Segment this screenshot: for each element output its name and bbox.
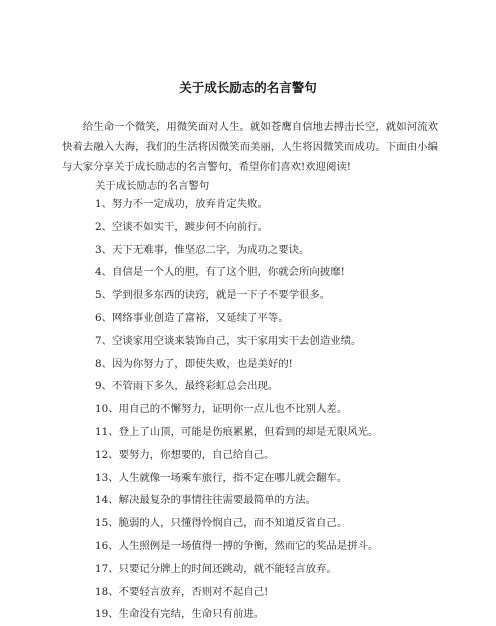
article-title: 关于成长励志的名言警句 (179, 80, 317, 95)
intro-paragraph: 给生命一个微笑，用微笑面对人生。就如苍鹰自信地去搏击长空，就如河流欢快着去融入大海，我们的生活将因微笑而美丽，人生将因微笑而成功。下面由小编与大家分享关于成长励志的名言警句，希望你们喜欢!欢迎阅读! (62, 121, 438, 173)
section-subheading: 关于成长励志的名言警句 (95, 180, 210, 192)
quote-item: 3、天下无难事，惟坚忍二字，为成功之要诀。 (95, 243, 310, 256)
quote-item: 15、脆弱的人，只懂得怜悯自己，而不知道反省自己。 (95, 517, 348, 530)
quote-item: 18、不要轻言放弃，否则对不起自己! (95, 585, 269, 598)
quote-item: 10、用自己的不懈努力，证明你一点儿也不比别人差。 (95, 403, 348, 416)
quote-item: 4、自信是一个人的胆，有了这个胆，你就会所向披靡! (95, 266, 345, 279)
quote-item: 13、人生就像一场乘车旅行，指不定在哪儿就会翻车。 (95, 471, 348, 484)
quote-item: 2、空谈不如实干，踱步何不向前行。 (95, 220, 268, 233)
quote-item: 14、解决最复杂的事情往往需要最简单的方法。 (95, 494, 317, 507)
quote-item: 6、网络事业创造了富裕，又延续了平等。 (95, 311, 289, 324)
quote-item: 5、学到很多东西的诀窍，就是一下子不要学很多。 (95, 289, 331, 302)
quote-item: 16、人生照例是一场值得一搏的争衡，然而它的奖品是拼斗。 (95, 539, 379, 552)
quote-item: 12、要努力，你想要的，自己给自己。 (95, 448, 275, 461)
quote-item: 7、空谈家用空谈来装饰自己，实干家用实干去创造业绩。 (95, 334, 362, 347)
quote-item: 8、因为你努力了，即使失败，也是美好的! (95, 357, 293, 370)
quote-item: 1、努力不一定成功，放弃肯定失败。 (95, 198, 268, 210)
quote-item: 17、只要记分牌上的时间还跳动，就不能轻言放弃。 (95, 562, 337, 575)
quote-list (95, 193, 378, 626)
quote-item: 9、不管雨下多久，最终彩虹总会出现。 (95, 380, 279, 393)
quote-item: 11、登上了山顶，可能是伤痕累累，但看到的却是无限风光。 (95, 425, 379, 438)
quote-item: 19、生命没有完结，生命只有前进。 (95, 608, 265, 621)
